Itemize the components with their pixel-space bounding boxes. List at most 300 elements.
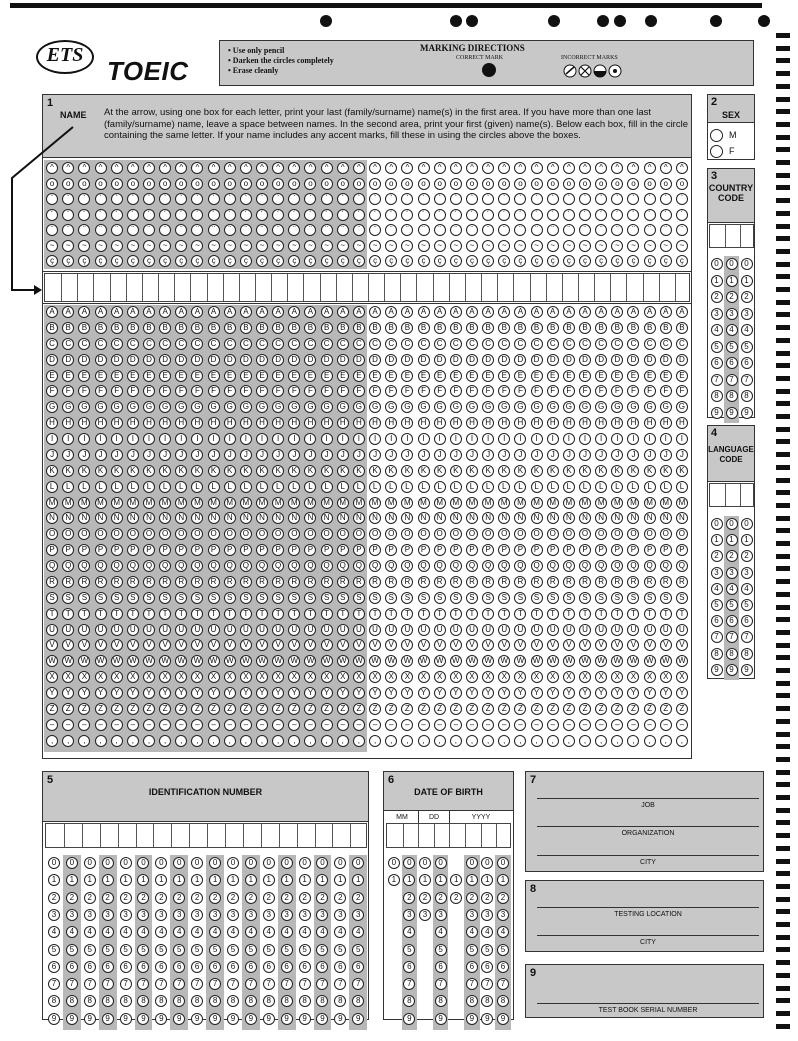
letter-bubble[interactable]: F bbox=[627, 385, 639, 397]
letter-bubble[interactable]: X bbox=[208, 671, 220, 683]
letter-bubble[interactable]: Q bbox=[579, 560, 591, 572]
letter-bubble[interactable]: U bbox=[304, 624, 316, 636]
accent-bubble[interactable]: o bbox=[498, 178, 510, 190]
letter-bubble[interactable]: – bbox=[143, 719, 155, 731]
letter-bubble[interactable]: F bbox=[369, 385, 381, 397]
accent-bubble[interactable]: ` bbox=[466, 193, 478, 205]
letter-bubble[interactable]: Y bbox=[418, 687, 430, 699]
letter-bubble[interactable]: M bbox=[450, 497, 462, 509]
letter-bubble[interactable]: D bbox=[159, 354, 171, 366]
accent-bubble[interactable]: o bbox=[450, 178, 462, 190]
letter-bubble[interactable]: U bbox=[288, 624, 300, 636]
letter-bubble[interactable]: B bbox=[627, 322, 639, 334]
id-number-digit-bubble[interactable]: 9 bbox=[120, 1013, 132, 1025]
letter-bubble[interactable]: – bbox=[95, 719, 107, 731]
letter-bubble[interactable]: P bbox=[240, 544, 252, 556]
accent-bubble[interactable]: o bbox=[337, 178, 349, 190]
accent-bubble[interactable]: ` bbox=[224, 193, 236, 205]
letter-bubble[interactable]: G bbox=[579, 401, 591, 413]
letter-bubble[interactable]: Y bbox=[95, 687, 107, 699]
letter-bubble[interactable]: Q bbox=[563, 560, 575, 572]
letter-bubble[interactable]: R bbox=[385, 576, 397, 588]
letter-bubble[interactable]: , bbox=[127, 735, 139, 747]
letter-bubble[interactable]: A bbox=[450, 306, 462, 318]
letter-bubble[interactable]: J bbox=[547, 449, 559, 461]
dob-digit-bubble[interactable]: 7 bbox=[481, 978, 493, 990]
letter-bubble[interactable]: C bbox=[627, 338, 639, 350]
letter-bubble[interactable]: G bbox=[191, 401, 203, 413]
id-number-digit-bubble[interactable]: 9 bbox=[263, 1013, 275, 1025]
accent-bubble[interactable]: ç bbox=[434, 255, 446, 267]
letter-bubble[interactable]: T bbox=[579, 608, 591, 620]
letter-bubble[interactable]: C bbox=[418, 338, 430, 350]
letter-bubble[interactable]: M bbox=[466, 497, 478, 509]
letter-bubble[interactable]: J bbox=[644, 449, 656, 461]
accent-bubble[interactable]: ¨ bbox=[676, 224, 688, 236]
letter-bubble[interactable]: I bbox=[304, 433, 316, 445]
letter-bubble[interactable]: P bbox=[563, 544, 575, 556]
letter-bubble[interactable]: P bbox=[660, 544, 672, 556]
letter-bubble[interactable]: M bbox=[579, 497, 591, 509]
letter-bubble[interactable]: C bbox=[385, 338, 397, 350]
letter-bubble[interactable]: R bbox=[676, 576, 688, 588]
id-number-digit-bubble[interactable]: 0 bbox=[352, 857, 364, 869]
letter-bubble[interactable]: E bbox=[385, 370, 397, 382]
letter-bubble[interactable]: – bbox=[547, 719, 559, 731]
accent-bubble[interactable]: ´ bbox=[369, 209, 381, 221]
accent-bubble[interactable]: ¨ bbox=[224, 224, 236, 236]
accent-bubble[interactable]: ¨ bbox=[240, 224, 252, 236]
accent-bubble[interactable]: o bbox=[224, 178, 236, 190]
letter-bubble[interactable]: O bbox=[337, 528, 349, 540]
country-code-digit-bubble[interactable]: 2 bbox=[741, 291, 753, 303]
accent-bubble[interactable]: ` bbox=[95, 193, 107, 205]
letter-bubble[interactable]: B bbox=[563, 322, 575, 334]
letter-bubble[interactable]: D bbox=[401, 354, 413, 366]
accent-bubble[interactable]: ^ bbox=[466, 162, 478, 174]
letter-bubble[interactable]: Y bbox=[385, 687, 397, 699]
letter-bubble[interactable]: U bbox=[111, 624, 123, 636]
id-number-digit-bubble[interactable]: 5 bbox=[281, 944, 293, 956]
letter-bubble[interactable]: Q bbox=[288, 560, 300, 572]
accent-bubble[interactable]: ` bbox=[450, 193, 462, 205]
letter-bubble[interactable]: D bbox=[595, 354, 607, 366]
accent-bubble[interactable]: ~ bbox=[434, 240, 446, 252]
letter-bubble[interactable]: P bbox=[304, 544, 316, 556]
letter-bubble[interactable]: Q bbox=[321, 560, 333, 572]
letter-bubble[interactable]: I bbox=[191, 433, 203, 445]
dob-digit-bubble[interactable]: 1 bbox=[403, 874, 415, 886]
letter-bubble[interactable]: O bbox=[450, 528, 462, 540]
letter-bubble[interactable]: S bbox=[224, 592, 236, 604]
id-number-digit-bubble[interactable]: 1 bbox=[334, 874, 346, 886]
letter-bubble[interactable]: O bbox=[418, 528, 430, 540]
letter-bubble[interactable]: Z bbox=[175, 703, 187, 715]
letter-bubble[interactable]: C bbox=[595, 338, 607, 350]
accent-bubble[interactable]: ´ bbox=[676, 209, 688, 221]
letter-bubble[interactable]: E bbox=[353, 370, 365, 382]
letter-bubble[interactable]: Z bbox=[304, 703, 316, 715]
letter-bubble[interactable]: W bbox=[127, 655, 139, 667]
letter-bubble[interactable]: G bbox=[62, 401, 74, 413]
id-number-digit-bubble[interactable]: 1 bbox=[316, 874, 328, 886]
letter-bubble[interactable]: A bbox=[321, 306, 333, 318]
accent-bubble[interactable]: ¨ bbox=[46, 224, 58, 236]
letter-bubble[interactable]: X bbox=[240, 671, 252, 683]
id-number-digit-bubble[interactable]: 6 bbox=[137, 961, 149, 973]
letter-bubble[interactable]: B bbox=[531, 322, 543, 334]
letter-bubble[interactable]: P bbox=[191, 544, 203, 556]
letter-bubble[interactable]: M bbox=[418, 497, 430, 509]
letter-bubble[interactable]: K bbox=[191, 465, 203, 477]
letter-bubble[interactable]: U bbox=[159, 624, 171, 636]
letter-bubble[interactable]: P bbox=[385, 544, 397, 556]
letter-bubble[interactable]: – bbox=[563, 719, 575, 731]
letter-bubble[interactable]: Q bbox=[676, 560, 688, 572]
accent-bubble[interactable]: ~ bbox=[676, 240, 688, 252]
letter-bubble[interactable]: L bbox=[401, 481, 413, 493]
accent-bubble[interactable]: ^ bbox=[434, 162, 446, 174]
accent-bubble[interactable]: ´ bbox=[111, 209, 123, 221]
accent-bubble[interactable]: o bbox=[208, 178, 220, 190]
letter-bubble[interactable]: H bbox=[644, 417, 656, 429]
letter-bubble[interactable]: R bbox=[272, 576, 284, 588]
letter-bubble[interactable]: P bbox=[401, 544, 413, 556]
country-code-digit-bubble[interactable]: 5 bbox=[711, 341, 723, 353]
letter-bubble[interactable]: H bbox=[46, 417, 58, 429]
letter-bubble[interactable]: M bbox=[337, 497, 349, 509]
letter-bubble[interactable]: T bbox=[531, 608, 543, 620]
accent-bubble[interactable]: ç bbox=[369, 255, 381, 267]
id-number-digit-bubble[interactable]: 7 bbox=[352, 978, 364, 990]
letter-bubble[interactable]: C bbox=[353, 338, 365, 350]
accent-bubble[interactable]: o bbox=[660, 178, 672, 190]
dob-digit-bubble[interactable]: 5 bbox=[497, 944, 509, 956]
letter-bubble[interactable]: H bbox=[337, 417, 349, 429]
letter-bubble[interactable]: – bbox=[288, 719, 300, 731]
letter-bubble[interactable]: U bbox=[78, 624, 90, 636]
letter-bubble[interactable]: H bbox=[595, 417, 607, 429]
accent-bubble[interactable]: ^ bbox=[385, 162, 397, 174]
letter-bubble[interactable]: , bbox=[660, 735, 672, 747]
letter-bubble[interactable]: C bbox=[369, 338, 381, 350]
letter-bubble[interactable]: I bbox=[78, 433, 90, 445]
letter-bubble[interactable]: F bbox=[62, 385, 74, 397]
id-number-digit-bubble[interactable]: 1 bbox=[66, 874, 78, 886]
letter-bubble[interactable]: S bbox=[401, 592, 413, 604]
letter-bubble[interactable]: Y bbox=[159, 687, 171, 699]
letter-bubble[interactable]: Z bbox=[385, 703, 397, 715]
id-number-digit-bubble[interactable]: 0 bbox=[334, 857, 346, 869]
letter-bubble[interactable]: Q bbox=[272, 560, 284, 572]
id-number-digit-bubble[interactable]: 7 bbox=[66, 978, 78, 990]
letter-bubble[interactable]: I bbox=[514, 433, 526, 445]
letter-bubble[interactable]: A bbox=[95, 306, 107, 318]
letter-bubble[interactable]: N bbox=[256, 512, 268, 524]
letter-bubble[interactable]: Z bbox=[627, 703, 639, 715]
letter-bubble[interactable]: X bbox=[175, 671, 187, 683]
letter-bubble[interactable]: E bbox=[514, 370, 526, 382]
letter-bubble[interactable]: , bbox=[418, 735, 430, 747]
id-number-digit-bubble[interactable]: 9 bbox=[66, 1013, 78, 1025]
letter-bubble[interactable]: O bbox=[208, 528, 220, 540]
accent-bubble[interactable]: ´ bbox=[208, 209, 220, 221]
letter-bubble[interactable]: K bbox=[595, 465, 607, 477]
letter-bubble[interactable]: J bbox=[272, 449, 284, 461]
letter-bubble[interactable]: C bbox=[208, 338, 220, 350]
letter-bubble[interactable]: K bbox=[288, 465, 300, 477]
letter-bubble[interactable]: H bbox=[127, 417, 139, 429]
accent-bubble[interactable]: ` bbox=[514, 193, 526, 205]
letter-bubble[interactable]: , bbox=[498, 735, 510, 747]
letter-bubble[interactable]: N bbox=[111, 512, 123, 524]
letter-bubble[interactable]: X bbox=[369, 671, 381, 683]
id-number-digit-bubble[interactable]: 1 bbox=[245, 874, 257, 886]
letter-bubble[interactable]: Z bbox=[46, 703, 58, 715]
letter-bubble[interactable]: V bbox=[175, 639, 187, 651]
letter-bubble[interactable]: , bbox=[78, 735, 90, 747]
letter-bubble[interactable]: V bbox=[337, 639, 349, 651]
letter-bubble[interactable]: M bbox=[644, 497, 656, 509]
letter-bubble[interactable]: A bbox=[627, 306, 639, 318]
letter-bubble[interactable]: Z bbox=[111, 703, 123, 715]
letter-bubble[interactable]: V bbox=[304, 639, 316, 651]
dob-digit-bubble[interactable]: 1 bbox=[481, 874, 493, 886]
letter-bubble[interactable]: I bbox=[321, 433, 333, 445]
letter-bubble[interactable]: U bbox=[434, 624, 446, 636]
letter-bubble[interactable]: – bbox=[611, 719, 623, 731]
accent-bubble[interactable]: ~ bbox=[579, 240, 591, 252]
letter-bubble[interactable]: P bbox=[498, 544, 510, 556]
letter-bubble[interactable]: Z bbox=[676, 703, 688, 715]
id-number-digit-bubble[interactable]: 1 bbox=[352, 874, 364, 886]
letter-bubble[interactable]: A bbox=[401, 306, 413, 318]
letter-bubble[interactable]: V bbox=[531, 639, 543, 651]
dob-digit-bubble[interactable]: 1 bbox=[497, 874, 509, 886]
letter-bubble[interactable]: X bbox=[595, 671, 607, 683]
letter-bubble[interactable]: H bbox=[191, 417, 203, 429]
id-number-digit-bubble[interactable]: 3 bbox=[263, 909, 275, 921]
letter-bubble[interactable]: Q bbox=[304, 560, 316, 572]
accent-bubble[interactable]: ^ bbox=[450, 162, 462, 174]
accent-bubble[interactable]: o bbox=[369, 178, 381, 190]
letter-bubble[interactable]: S bbox=[95, 592, 107, 604]
accent-bubble[interactable]: ç bbox=[514, 255, 526, 267]
letter-bubble[interactable]: G bbox=[660, 401, 672, 413]
letter-bubble[interactable]: A bbox=[337, 306, 349, 318]
accent-bubble[interactable]: ¨ bbox=[78, 224, 90, 236]
id-number-digit-bubble[interactable]: 9 bbox=[209, 1013, 221, 1025]
letter-bubble[interactable]: D bbox=[547, 354, 559, 366]
letter-bubble[interactable]: Y bbox=[514, 687, 526, 699]
accent-bubble[interactable]: ` bbox=[353, 193, 365, 205]
letter-bubble[interactable]: G bbox=[385, 401, 397, 413]
letter-bubble[interactable]: S bbox=[369, 592, 381, 604]
letter-bubble[interactable]: X bbox=[401, 671, 413, 683]
letter-bubble[interactable]: D bbox=[127, 354, 139, 366]
letter-bubble[interactable]: E bbox=[337, 370, 349, 382]
letter-bubble[interactable]: E bbox=[595, 370, 607, 382]
id-number-digit-bubble[interactable]: 2 bbox=[245, 892, 257, 904]
accent-bubble[interactable]: ¨ bbox=[514, 224, 526, 236]
letter-bubble[interactable]: O bbox=[676, 528, 688, 540]
letter-bubble[interactable]: S bbox=[337, 592, 349, 604]
letter-bubble[interactable]: Y bbox=[482, 687, 494, 699]
letter-bubble[interactable]: U bbox=[547, 624, 559, 636]
letter-bubble[interactable]: N bbox=[288, 512, 300, 524]
id-number-digit-bubble[interactable]: 6 bbox=[281, 961, 293, 973]
letter-bubble[interactable]: P bbox=[482, 544, 494, 556]
letter-bubble[interactable]: , bbox=[385, 735, 397, 747]
letter-bubble[interactable]: N bbox=[304, 512, 316, 524]
id-number-digit-bubble[interactable]: 5 bbox=[299, 944, 311, 956]
letter-bubble[interactable]: I bbox=[256, 433, 268, 445]
accent-bubble[interactable]: ç bbox=[272, 255, 284, 267]
letter-bubble[interactable]: X bbox=[127, 671, 139, 683]
id-number-digit-bubble[interactable]: 7 bbox=[245, 978, 257, 990]
letter-bubble[interactable]: U bbox=[337, 624, 349, 636]
letter-bubble[interactable]: H bbox=[111, 417, 123, 429]
letter-bubble[interactable]: B bbox=[514, 322, 526, 334]
letter-bubble[interactable]: E bbox=[224, 370, 236, 382]
letter-bubble[interactable]: W bbox=[547, 655, 559, 667]
letter-bubble[interactable]: T bbox=[385, 608, 397, 620]
letter-bubble[interactable]: C bbox=[240, 338, 252, 350]
id-number-digit-bubble[interactable]: 6 bbox=[209, 961, 221, 973]
letter-bubble[interactable]: I bbox=[337, 433, 349, 445]
letter-bubble[interactable]: F bbox=[660, 385, 672, 397]
letter-bubble[interactable]: H bbox=[514, 417, 526, 429]
letter-bubble[interactable]: A bbox=[611, 306, 623, 318]
accent-bubble[interactable]: o bbox=[418, 178, 430, 190]
letter-bubble[interactable]: F bbox=[208, 385, 220, 397]
id-number-digit-bubble[interactable]: 1 bbox=[102, 874, 114, 886]
letter-bubble[interactable]: P bbox=[434, 544, 446, 556]
letter-bubble[interactable]: Y bbox=[563, 687, 575, 699]
id-number-digit-bubble[interactable]: 1 bbox=[281, 874, 293, 886]
letter-bubble[interactable]: Q bbox=[369, 560, 381, 572]
letter-bubble[interactable]: B bbox=[660, 322, 672, 334]
dob-digit-bubble[interactable]: 2 bbox=[481, 892, 493, 904]
letter-bubble[interactable]: – bbox=[208, 719, 220, 731]
letter-bubble[interactable]: D bbox=[369, 354, 381, 366]
letter-bubble[interactable]: U bbox=[418, 624, 430, 636]
letter-bubble[interactable]: P bbox=[627, 544, 639, 556]
letter-bubble[interactable]: X bbox=[644, 671, 656, 683]
letter-bubble[interactable]: C bbox=[78, 338, 90, 350]
letter-bubble[interactable]: G bbox=[127, 401, 139, 413]
letter-bubble[interactable]: A bbox=[304, 306, 316, 318]
accent-bubble[interactable]: ^ bbox=[111, 162, 123, 174]
accent-bubble[interactable]: ç bbox=[304, 255, 316, 267]
letter-bubble[interactable]: Q bbox=[95, 560, 107, 572]
letter-bubble[interactable]: X bbox=[547, 671, 559, 683]
letter-bubble[interactable]: T bbox=[78, 608, 90, 620]
letter-bubble[interactable]: P bbox=[272, 544, 284, 556]
letter-bubble[interactable]: O bbox=[660, 528, 672, 540]
letter-bubble[interactable]: B bbox=[272, 322, 284, 334]
letter-bubble[interactable]: A bbox=[175, 306, 187, 318]
accent-bubble[interactable]: ´ bbox=[272, 209, 284, 221]
letter-bubble[interactable]: B bbox=[46, 322, 58, 334]
letter-bubble[interactable]: C bbox=[644, 338, 656, 350]
letter-bubble[interactable]: V bbox=[514, 639, 526, 651]
letter-bubble[interactable]: F bbox=[595, 385, 607, 397]
id-number-digit-bubble[interactable]: 7 bbox=[120, 978, 132, 990]
letter-bubble[interactable]: O bbox=[434, 528, 446, 540]
letter-bubble[interactable]: W bbox=[337, 655, 349, 667]
accent-bubble[interactable]: o bbox=[256, 178, 268, 190]
letter-bubble[interactable]: L bbox=[175, 481, 187, 493]
accent-bubble[interactable]: ` bbox=[272, 193, 284, 205]
letter-bubble[interactable]: U bbox=[644, 624, 656, 636]
id-number-digit-bubble[interactable]: 6 bbox=[263, 961, 275, 973]
letter-bubble[interactable]: U bbox=[321, 624, 333, 636]
accent-bubble[interactable]: ^ bbox=[418, 162, 430, 174]
letter-bubble[interactable]: – bbox=[531, 719, 543, 731]
language-code-digit-bubble[interactable]: 2 bbox=[711, 550, 723, 562]
accent-bubble[interactable]: ç bbox=[337, 255, 349, 267]
accent-bubble[interactable]: ^ bbox=[62, 162, 74, 174]
letter-bubble[interactable]: F bbox=[95, 385, 107, 397]
letter-bubble[interactable]: , bbox=[514, 735, 526, 747]
letter-bubble[interactable]: T bbox=[175, 608, 187, 620]
letter-bubble[interactable]: N bbox=[611, 512, 623, 524]
letter-bubble[interactable]: Z bbox=[159, 703, 171, 715]
letter-bubble[interactable]: Q bbox=[514, 560, 526, 572]
letter-bubble[interactable]: D bbox=[563, 354, 575, 366]
letter-bubble[interactable]: V bbox=[547, 639, 559, 651]
id-number-digit-bubble[interactable]: 4 bbox=[209, 926, 221, 938]
accent-bubble[interactable]: ´ bbox=[531, 209, 543, 221]
accent-bubble[interactable]: ´ bbox=[240, 209, 252, 221]
letter-bubble[interactable]: I bbox=[353, 433, 365, 445]
country-code-digit-bubble[interactable]: 8 bbox=[711, 390, 723, 402]
language-code-digit-bubble[interactable]: 8 bbox=[711, 648, 723, 660]
letter-bubble[interactable]: R bbox=[46, 576, 58, 588]
accent-bubble[interactable]: o bbox=[175, 178, 187, 190]
id-number-digit-bubble[interactable]: 3 bbox=[48, 909, 60, 921]
letter-bubble[interactable]: F bbox=[175, 385, 187, 397]
letter-bubble[interactable]: G bbox=[498, 401, 510, 413]
accent-bubble[interactable]: ¨ bbox=[627, 224, 639, 236]
accent-bubble[interactable]: ç bbox=[46, 255, 58, 267]
letter-bubble[interactable]: R bbox=[466, 576, 478, 588]
id-number-digit-bubble[interactable]: 5 bbox=[352, 944, 364, 956]
letter-bubble[interactable]: – bbox=[224, 719, 236, 731]
dob-digit-bubble[interactable]: 3 bbox=[435, 909, 447, 921]
letter-bubble[interactable]: S bbox=[563, 592, 575, 604]
letter-bubble[interactable]: M bbox=[78, 497, 90, 509]
dob-digit-bubble[interactable]: 0 bbox=[388, 857, 400, 869]
letter-bubble[interactable]: X bbox=[514, 671, 526, 683]
letter-bubble[interactable]: A bbox=[563, 306, 575, 318]
letter-bubble[interactable]: J bbox=[321, 449, 333, 461]
letter-bubble[interactable]: W bbox=[62, 655, 74, 667]
letter-bubble[interactable]: R bbox=[547, 576, 559, 588]
accent-bubble[interactable]: ´ bbox=[547, 209, 559, 221]
letter-bubble[interactable]: T bbox=[337, 608, 349, 620]
letter-bubble[interactable]: V bbox=[418, 639, 430, 651]
letter-bubble[interactable]: C bbox=[337, 338, 349, 350]
letter-bubble[interactable]: L bbox=[159, 481, 171, 493]
id-number-digit-bubble[interactable]: 2 bbox=[191, 892, 203, 904]
letter-bubble[interactable]: X bbox=[78, 671, 90, 683]
letter-bubble[interactable]: K bbox=[143, 465, 155, 477]
letter-bubble[interactable]: Z bbox=[611, 703, 623, 715]
letter-bubble[interactable]: A bbox=[418, 306, 430, 318]
letter-bubble[interactable]: L bbox=[676, 481, 688, 493]
